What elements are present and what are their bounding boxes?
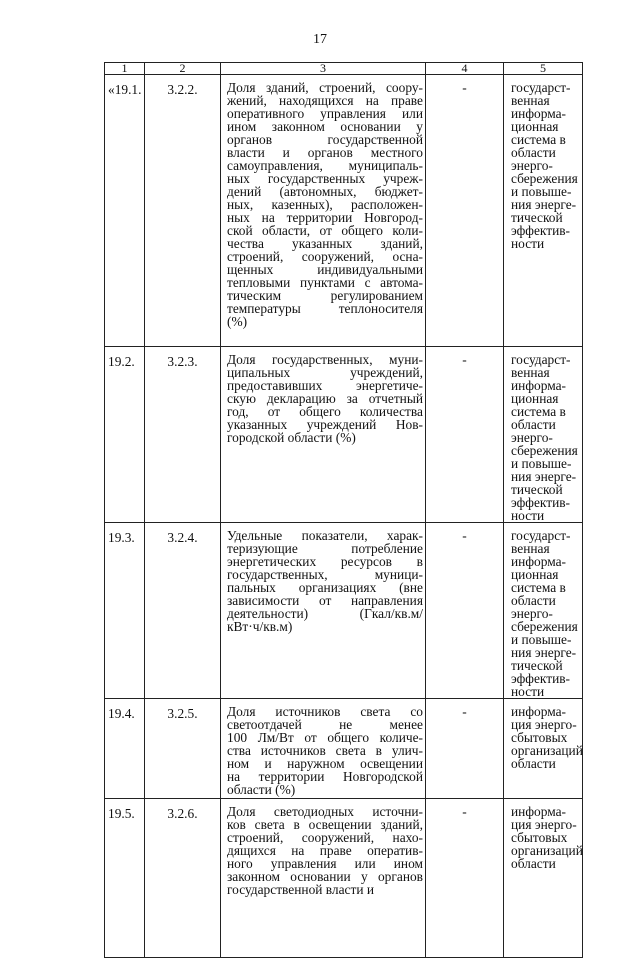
description-line: на территории Новгородской xyxy=(227,769,423,784)
description-line: ства источников света в улич- xyxy=(227,743,423,758)
description-line: тическим регулированием xyxy=(227,288,423,303)
table-row xyxy=(105,75,583,347)
indicator-description-cell xyxy=(221,699,426,799)
description-line: самоуправления, муниципаль- xyxy=(227,158,423,173)
data-source-cell xyxy=(504,75,583,347)
row-number-cell: 19.5. xyxy=(105,799,145,958)
description-line: ных, казенных), расположен- xyxy=(227,197,423,212)
source-line: организаций xyxy=(511,843,583,858)
source-line: эффектив- xyxy=(511,223,571,238)
description-line: (%) xyxy=(227,314,248,329)
data-source-cell xyxy=(504,523,583,699)
table-row xyxy=(105,347,583,523)
description-line: энергетических ресурсов в xyxy=(227,554,423,569)
source-line: сбытовых xyxy=(511,730,568,745)
source-line: ния энерге- xyxy=(511,469,577,484)
source-line: информа- xyxy=(511,804,566,819)
source-line: и повыше- xyxy=(511,184,572,199)
description-line: щенных индивидуальными xyxy=(227,262,423,277)
source-line: тической xyxy=(511,658,563,673)
description-line: Удельные показатели, харак- xyxy=(227,528,423,543)
description-line: строений, сооружений, осна- xyxy=(227,249,423,264)
source-line: энерго- xyxy=(511,606,553,621)
source-line: и повыше- xyxy=(511,456,572,471)
value-cell: - xyxy=(426,699,504,799)
table-header-row xyxy=(105,63,583,75)
description-line: Доля государственных, муни- xyxy=(227,352,423,367)
source-line: государст- xyxy=(511,352,571,367)
value-cell: - xyxy=(426,347,504,523)
source-line: ция энерго- xyxy=(511,717,577,732)
value-cell: - xyxy=(426,75,504,347)
column-header: 5 xyxy=(504,63,583,75)
source-line: тической xyxy=(511,210,563,225)
source-line: ция энерго- xyxy=(511,817,577,832)
source-line: энерго- xyxy=(511,430,553,445)
indicators-table xyxy=(104,62,583,958)
description-line: зависимости от направления xyxy=(227,593,423,608)
description-line: государственной власти и xyxy=(227,882,375,897)
description-line: строений, сооружений, нахо- xyxy=(227,830,423,845)
source-line: ности xyxy=(511,684,545,699)
source-line: система в xyxy=(511,404,566,419)
indicator-description-cell xyxy=(221,799,426,958)
item-code-cell: 3.2.4. xyxy=(145,523,221,699)
description-line: температуры теплоносителя xyxy=(227,301,423,316)
description-line: законном основании у органов xyxy=(227,869,423,884)
column-header: 2 xyxy=(145,63,221,75)
source-line: ционная xyxy=(511,119,559,134)
description-line: теризующие потребление xyxy=(227,541,423,556)
row-number-cell: 19.3. xyxy=(105,523,145,699)
description-line: ков света в освещении зданий, xyxy=(227,817,423,832)
item-code-cell: 3.2.6. xyxy=(145,799,221,958)
description-line: ской области, от общего коли- xyxy=(227,223,423,238)
row-number-cell: 19.2. xyxy=(105,347,145,523)
description-line: государственных, муници- xyxy=(227,567,423,582)
description-line: городской области (%) xyxy=(227,430,356,445)
description-line: предоставивших энергетиче- xyxy=(227,378,423,393)
source-line: информа- xyxy=(511,106,566,121)
value-cell: - xyxy=(426,523,504,699)
description-line: ных государственных учреж- xyxy=(227,171,423,186)
item-code-cell: 3.2.3. xyxy=(145,347,221,523)
source-line: тической xyxy=(511,482,563,497)
source-line: венная xyxy=(511,541,550,556)
description-line: органов государственной xyxy=(227,132,423,147)
description-line: области (%) xyxy=(227,782,296,797)
description-line: ином законном основании у xyxy=(227,119,423,134)
source-line: система в xyxy=(511,580,566,595)
description-line: тепловыми пунктами с автома- xyxy=(227,275,423,290)
table-row xyxy=(105,523,583,699)
description-line: Доля зданий, строений, соору- xyxy=(227,80,423,95)
source-line: сбережения xyxy=(511,619,578,634)
source-line: энерго- xyxy=(511,158,553,173)
description-line: ного управления или ином xyxy=(227,856,423,871)
value-cell: - xyxy=(426,799,504,958)
source-line: система в xyxy=(511,132,566,147)
source-line: венная xyxy=(511,365,550,380)
description-line: скую декларацию за отчетный xyxy=(227,391,423,406)
description-line: Доля светодиодных источни- xyxy=(227,804,423,819)
column-header: 1 xyxy=(105,63,145,75)
source-line: ния энерге- xyxy=(511,197,577,212)
source-line: венная xyxy=(511,93,550,108)
row-number-cell: 19.4. xyxy=(105,699,145,799)
column-header: 4 xyxy=(426,63,504,75)
row-number-cell: «19.1. xyxy=(105,75,145,347)
description-line: ных на территории Новгород- xyxy=(227,210,423,225)
description-line: ном и наружном освещении xyxy=(227,756,423,771)
item-code-cell: 3.2.5. xyxy=(145,699,221,799)
source-line: области xyxy=(511,756,556,771)
description-line: дящихся на праве оператив- xyxy=(227,843,423,858)
source-line: области xyxy=(511,856,556,871)
indicator-description-cell xyxy=(221,523,426,699)
description-line: дений (автономных, бюджет- xyxy=(227,184,423,199)
source-line: области xyxy=(511,145,556,160)
source-line: ния энерге- xyxy=(511,645,577,660)
description-line: светоотдачей не менее xyxy=(227,717,423,732)
source-line: эффектив- xyxy=(511,495,571,510)
description-line: год, от общего количества xyxy=(227,404,423,419)
data-source-cell xyxy=(504,347,583,523)
source-line: эффектив- xyxy=(511,671,571,686)
source-line: области xyxy=(511,593,556,608)
description-line: деятельности) (Гкал/кв.м/ xyxy=(227,606,423,621)
data-source-cell xyxy=(504,799,583,958)
description-line: 100 Лм/Вт от общего количе- xyxy=(227,730,423,745)
description-line: пальных организациях (вне xyxy=(227,580,423,595)
description-line: указанных учреждений Нов- xyxy=(227,417,423,432)
source-line: ционная xyxy=(511,567,559,582)
description-line: жений, находящихся на праве xyxy=(227,93,423,108)
source-line: информа- xyxy=(511,378,566,393)
source-line: информа- xyxy=(511,704,566,719)
source-line: и повыше- xyxy=(511,632,572,647)
source-line: сбытовых xyxy=(511,830,568,845)
item-code-cell: 3.2.2. xyxy=(145,75,221,347)
data-source-cell xyxy=(504,699,583,799)
description-line: Доля источников света со xyxy=(227,704,423,719)
description-line: власти и органов местного xyxy=(227,145,423,160)
description-line: кВт·ч/кв.м) xyxy=(227,619,293,634)
table-row xyxy=(105,699,583,799)
source-line: ционная xyxy=(511,391,559,406)
description-line: оперативного управления или xyxy=(227,106,423,121)
description-line: ципальных учреждений, xyxy=(227,365,423,380)
source-line: информа- xyxy=(511,554,566,569)
indicator-description-cell xyxy=(221,75,426,347)
source-line: области xyxy=(511,417,556,432)
indicator-description-cell xyxy=(221,347,426,523)
source-line: организаций xyxy=(511,743,583,758)
source-line: ности xyxy=(511,236,545,251)
source-line: сбережения xyxy=(511,443,578,458)
source-line: государст- xyxy=(511,528,571,543)
source-line: сбережения xyxy=(511,171,578,186)
description-line: чества указанных зданий, xyxy=(227,236,423,251)
column-header: 3 xyxy=(221,63,426,75)
page-number: 17 xyxy=(313,32,327,47)
table-row xyxy=(105,799,583,958)
source-line: ности xyxy=(511,508,545,523)
source-line: государст- xyxy=(511,80,571,95)
